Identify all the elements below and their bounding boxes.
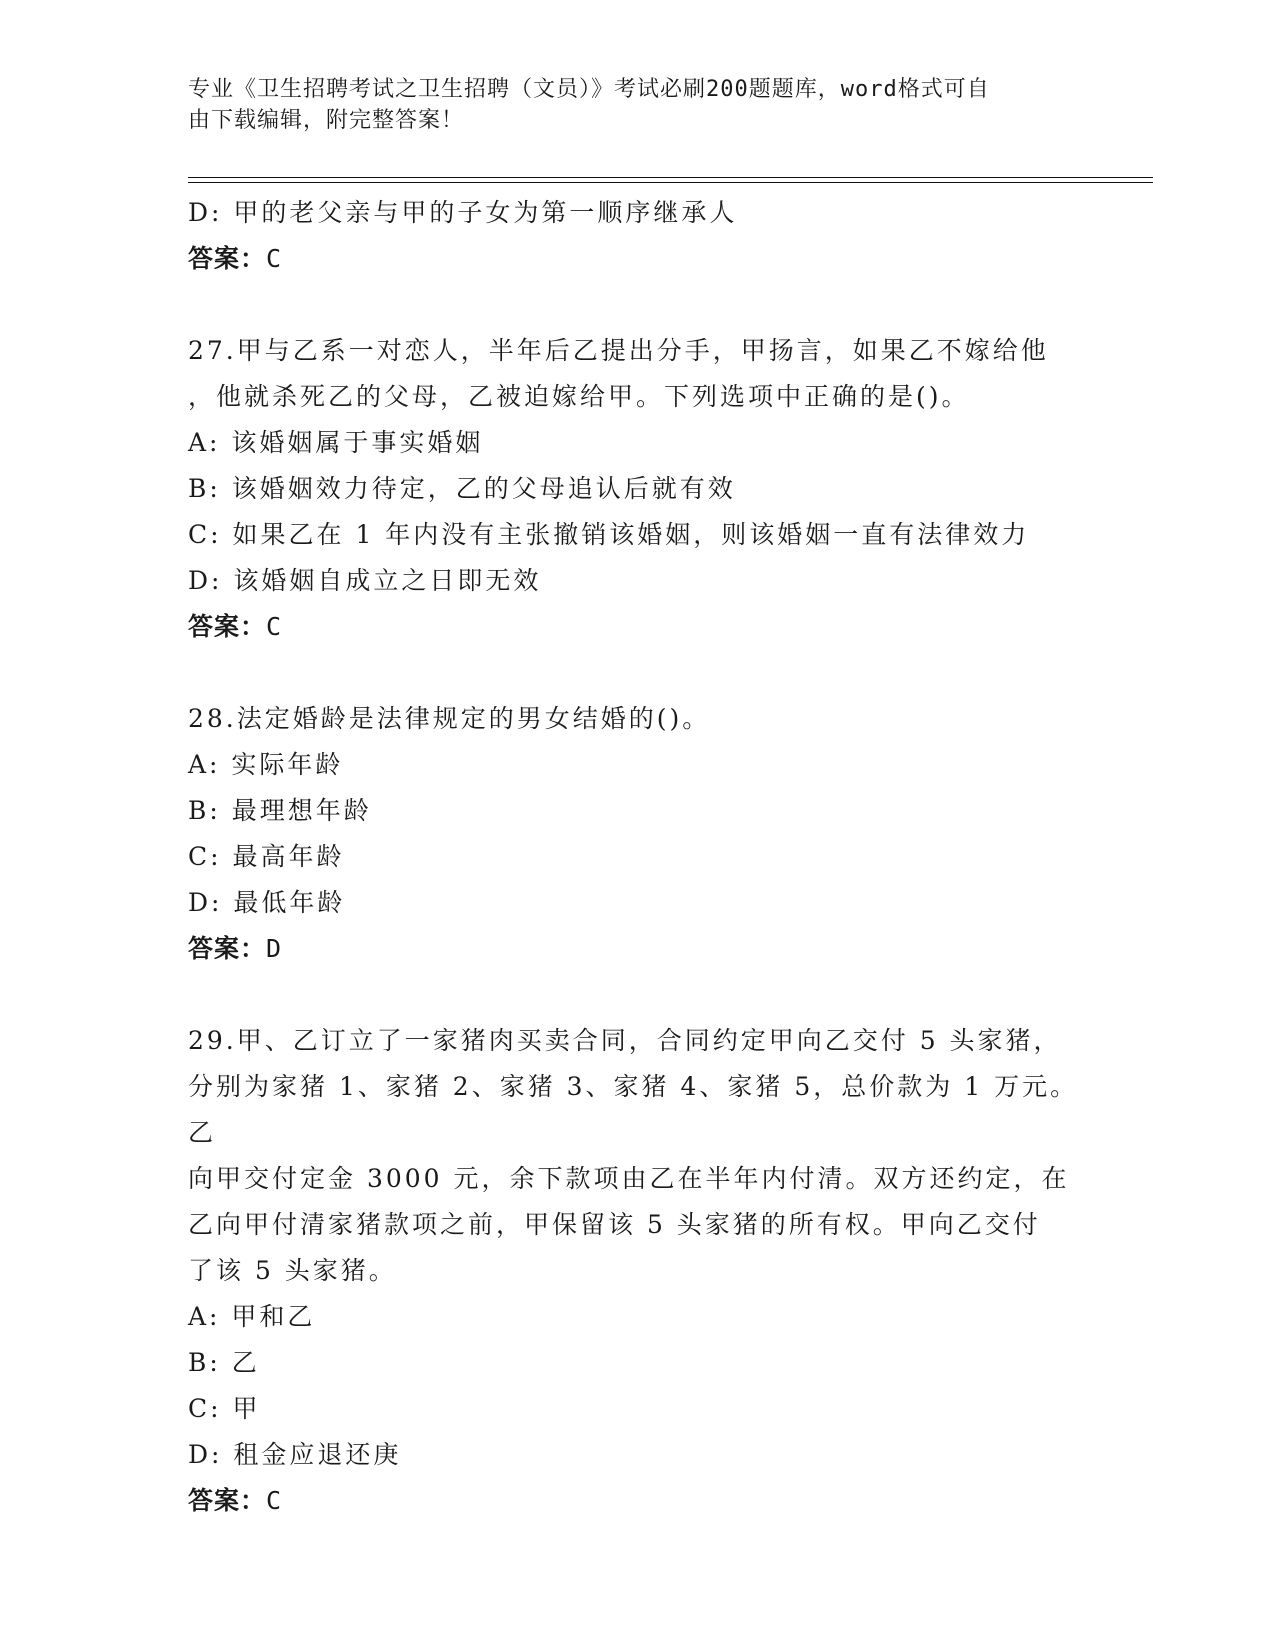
question-stem: [188, 696, 1088, 742]
header-line-2: 由下载编辑，附完整答案！: [188, 108, 465, 133]
option-d: D: 最低年龄: [188, 888, 346, 917]
answer-label: 答案：: [188, 612, 267, 641]
option-a: A: 甲和乙: [188, 1302, 316, 1331]
answer-line: [188, 926, 1088, 972]
answer-label: 答案：: [188, 244, 267, 273]
document-header: [188, 74, 1068, 136]
question-stem: [188, 1018, 1088, 1294]
stem-line: 乙向甲付清家猪款项之前，甲保留该 5 头家猪的所有权。甲向乙交付: [188, 1210, 1041, 1239]
spacer: [188, 972, 1088, 1018]
answer-label: 答案：: [188, 934, 267, 963]
option-c: C: 最高年龄: [188, 842, 345, 871]
answer-line: [188, 236, 1088, 282]
answer-label: 答案：: [188, 1486, 267, 1515]
option-c: C: 甲: [188, 1394, 261, 1423]
option-d: D: 甲的老父亲与甲的子女为第一顺序继承人: [188, 198, 738, 227]
option-a: A: 该婚姻属于事实婚姻: [188, 428, 484, 457]
spacer: [188, 650, 1088, 696]
header-divider-bottom: [188, 182, 1153, 183]
option-d: D: 租金应退还庚: [188, 1440, 402, 1469]
header-divider-top: [188, 177, 1153, 178]
stem-line: 27.甲与乙系一对恋人，半年后乙提出分手，甲扬言，如果乙不嫁给他: [188, 336, 1049, 365]
question-block: [188, 328, 1088, 650]
answer-value: C: [266, 244, 283, 273]
answer-line: [188, 1478, 1088, 1524]
stem-line: 28.法定婚龄是法律规定的男女结婚的()。: [188, 704, 711, 733]
spacer: [188, 282, 1088, 328]
question-content: [188, 190, 1088, 1524]
question-stem: [188, 328, 1088, 420]
option-b: B: 乙: [188, 1348, 260, 1377]
answer-line: [188, 604, 1088, 650]
stem-line: 分别为家猪 1、家猪 2、家猪 3、家猪 4、家猪 5，总价款为 1 万元。乙: [188, 1072, 1079, 1147]
question-block: [188, 1018, 1088, 1524]
option-b: B: 最理想年龄: [188, 796, 372, 825]
option-d: D: 该婚姻自成立之日即无效: [188, 566, 542, 595]
header-line-1: 专业《卫生招聘考试之卫生招聘（文员）》考试必刷200题题库，word格式可自: [188, 77, 990, 102]
stem-line: 向甲交付定金 3000 元，余下款项由乙在半年内付清。双方还约定，在: [188, 1164, 1070, 1193]
option-a: A: 实际年龄: [188, 750, 344, 779]
stem-line: ，他就杀死乙的父母，乙被迫嫁给甲。下列选项中正确的是()。: [188, 382, 970, 411]
answer-value: C: [266, 1486, 283, 1515]
answer-value: C: [266, 612, 283, 641]
option-c: C: 如果乙在 1 年内没有主张撤销该婚姻，则该婚姻一直有法律效力: [188, 520, 1030, 549]
question-block: [188, 696, 1088, 972]
stem-line: 了该 5 头家猪。: [188, 1256, 397, 1285]
option-b: B: 该婚姻效力待定，乙的父母追认后就有效: [188, 474, 736, 503]
stem-line: 29.甲、乙订立了一家猪肉买卖合同，合同约定甲向乙交付 5 头家猪，: [188, 1026, 1062, 1055]
answer-value: D: [266, 934, 283, 963]
